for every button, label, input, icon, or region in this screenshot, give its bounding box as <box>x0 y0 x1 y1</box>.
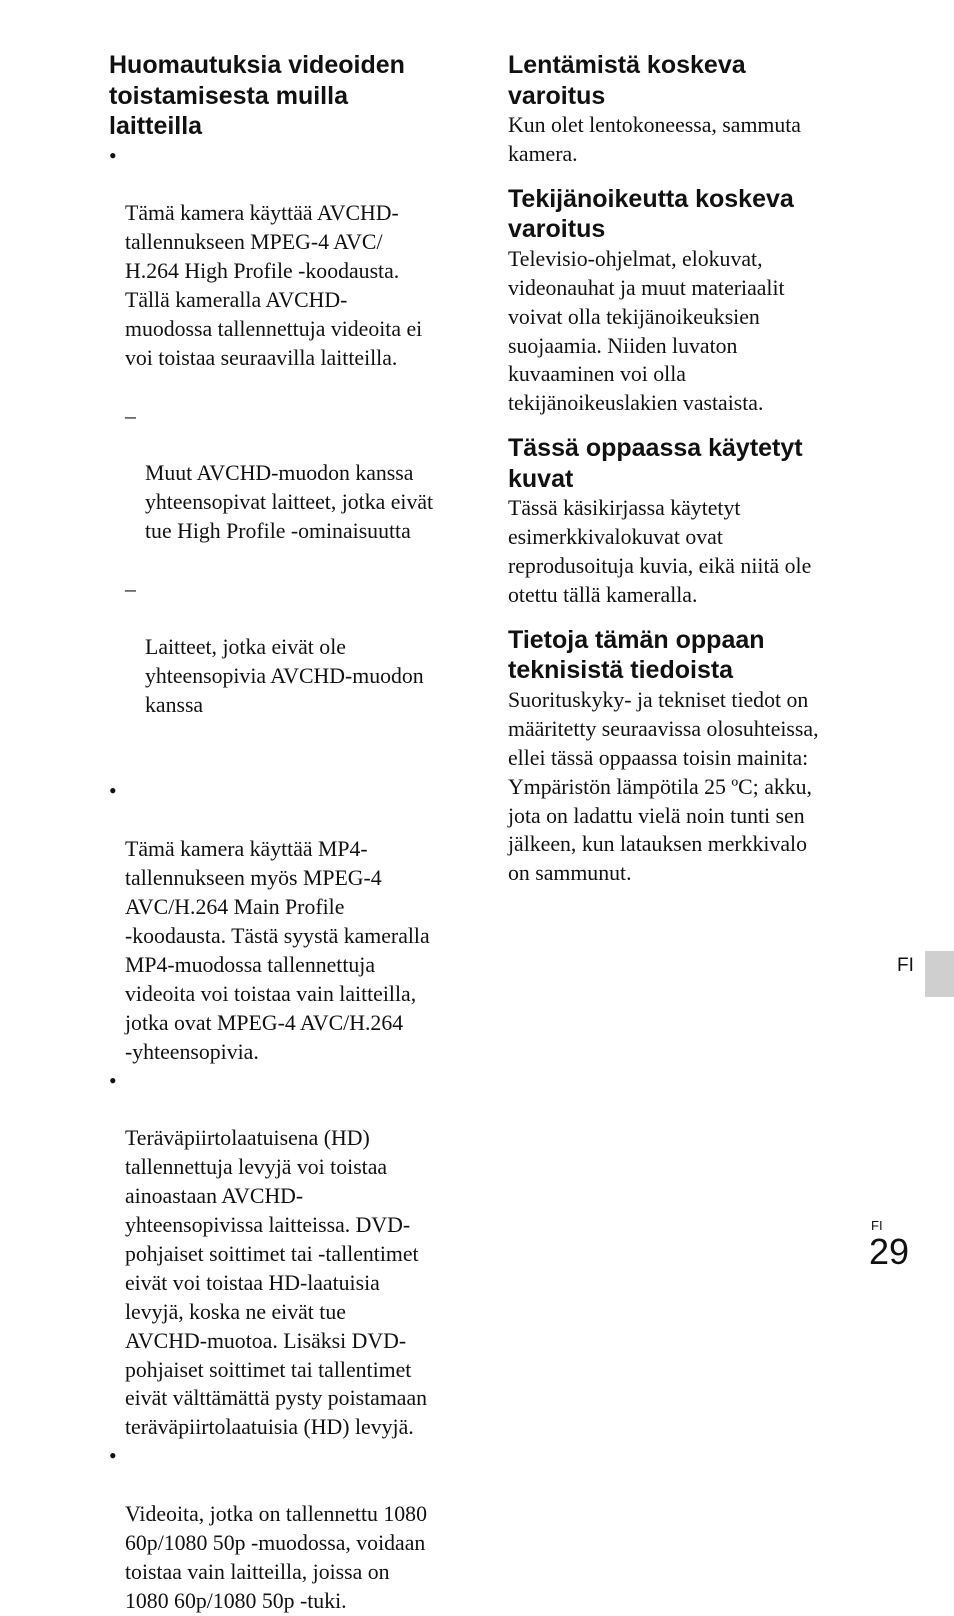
list-item <box>109 1442 465 1615</box>
language-tab-label: FI <box>897 955 914 976</box>
dash-marker: – <box>125 403 136 428</box>
section-body: Kun olet lentokoneessa, sammuta kamera. <box>508 113 801 166</box>
dash-marker: – <box>125 577 136 602</box>
page-language-code: FI <box>871 1218 883 1233</box>
list-item <box>109 1067 465 1443</box>
section-heading: Lentämistä koskeva varoitus <box>508 51 746 110</box>
list-item-text: Teräväpiirtolaatuisena (HD) tallennettuja levyjä voi toistaa ainoastaan AVCHD- yhteensopivissa laitteissa. DVD- pohjaiset soittimet tai -tallentimet eivät voi toistaa HD-laatuisia levyjä, koska ne eivät tue AVCHD-muotoa. Lisäksi DVD- pohjaiset soittimet tai tallentimet eivät välttämättä pysty poistamaan teräväpiirtolaatuisia (HD) levyjä. <box>125 1126 428 1440</box>
section-heading: Tässä oppaassa käytetyt kuvat <box>508 434 803 493</box>
section-body: Tässä käsikirjassa käytetyt esimerkkivalokuvat ovat reprodusoituja kuvia, eikä niitä ole otettu tällä kameralla. <box>508 496 812 607</box>
section-flight-warning <box>508 50 864 169</box>
playback-notes-list <box>109 142 465 1616</box>
section-images-used <box>508 433 864 610</box>
sub-list-item <box>125 402 465 547</box>
list-item-text: Tämä kamera käyttää MP4- tallennukseen myös MPEG-4 AVC/H.264 Main Profile -koodausta. Tästä syystä kameralla MP4-muodossa tallennettuja videoita voi toistaa vain laitteilla, jotka ovat MPEG-4 AVC/H.264 -yhteensopivia. <box>125 837 430 1064</box>
section-body: Suorituskyky- ja tekniset tiedot on määritetty seuraavissa olosuhteissa, ellei tässä oppaassa toisin mainita: Ympäristön lämpötila 25 ºC; akku, jota on ladattu vielä noin tunti sen jälkeen, kun latauksen merkkivalo on sammunut. <box>508 687 819 886</box>
section-heading: Tietoja tämän oppaan teknisistä tiedoista <box>508 625 765 685</box>
page-number: 29 <box>869 1231 910 1272</box>
sub-list-item-text: Laitteet, jotka eivät ole yhteensopivia AVCHD-muodon kanssa <box>145 634 424 717</box>
language-tab-marker <box>925 951 954 997</box>
list-item <box>109 142 465 778</box>
bullet-marker: • <box>109 1444 117 1469</box>
left-column <box>109 50 465 1616</box>
section-body: Televisio-ohjelmat, elokuvat, videonauhat ja muut materiaalit voivat olla tekijänoikeuksien suojaamia. Niiden luvaton kuvaaminen voi olla tekijänoikeuslakien vastaista. <box>508 246 785 416</box>
list-item-text: Videoita, jotka on tallennettu 1080 60p/1080 50p -muodossa, voidaan toistaa vain laitteilla, joissa on 1080 60p/1080 50p -tuki. <box>125 1502 427 1613</box>
sub-list-item-text: Muut AVCHD-muodon kanssa yhteensopivat laitteet, jotka eivät tue High Profile -ominaisuutta <box>145 461 434 544</box>
sub-list <box>125 373 465 749</box>
bullet-marker: • <box>109 779 117 804</box>
bullet-marker: • <box>109 1068 117 1093</box>
section-specifications <box>508 625 864 888</box>
list-item-text: Tämä kamera käyttää AVCHD- tallennukseen MPEG-4 AVC/ H.264 High Profile -koodausta. Tällä kameralla AVCHD- muodossa tallennettuja videoita ei voi toistaa seuraavilla laitteilla. <box>125 201 423 370</box>
bullet-marker: • <box>109 143 117 168</box>
sub-list-item <box>125 575 465 720</box>
right-column <box>508 50 864 903</box>
section-heading-playback-notes: Huomautuksia videoiden toistamisesta muilla laitteilla <box>109 51 405 140</box>
section-heading: Tekijänoikeutta koskeva varoitus <box>508 184 794 244</box>
section-copyright-warning <box>508 184 864 418</box>
list-item <box>109 777 465 1066</box>
